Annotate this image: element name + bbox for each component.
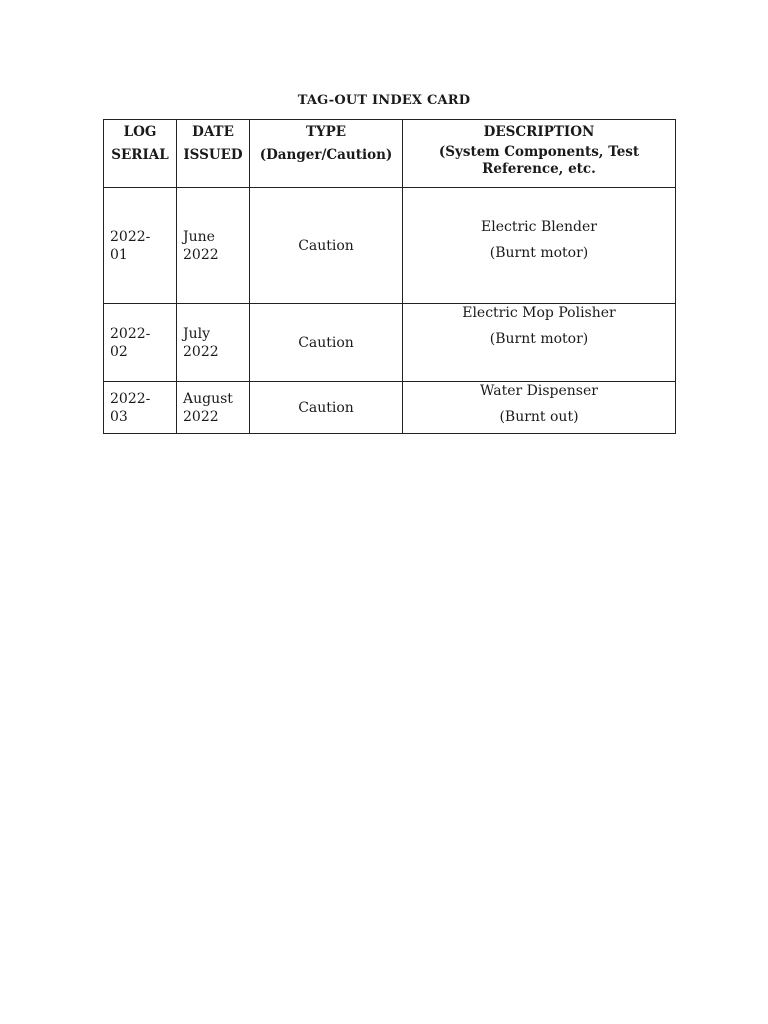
description-component: Electric Blender	[481, 218, 597, 235]
log-serial-line2: 01	[110, 246, 128, 263]
tag-out-table	[103, 119, 676, 434]
log-serial-line1: 2022-	[110, 325, 151, 342]
log-serial-line1: 2022-	[110, 228, 151, 245]
header-log-serial	[104, 120, 177, 188]
header-description	[403, 120, 676, 188]
cell-date-issued	[177, 188, 250, 304]
cell-log-serial	[104, 304, 177, 382]
table-header-row	[104, 120, 676, 188]
cell-date-issued	[177, 382, 250, 434]
header-date-issued-line1: DATE	[192, 124, 234, 140]
cell-type: Caution	[250, 382, 403, 434]
header-date-issued-line2: ISSUED	[183, 147, 243, 163]
header-log-serial-line2: SERIAL	[111, 147, 169, 163]
date-issued-line2: 2022	[183, 246, 219, 263]
description-note: (Burnt out)	[499, 409, 579, 425]
cell-description	[403, 382, 676, 434]
table-row	[104, 382, 676, 434]
table-row	[104, 304, 676, 382]
date-issued-line1: August	[183, 390, 233, 407]
cell-description	[403, 304, 676, 382]
description-note: (Burnt motor)	[489, 244, 589, 261]
cell-description	[403, 188, 676, 304]
date-issued-line1: July	[183, 325, 211, 342]
header-log-serial-line1: LOG	[123, 124, 157, 140]
cell-type: Caution	[250, 188, 403, 304]
header-type-line2: (Danger/Caution)	[259, 147, 393, 163]
cell-log-serial	[104, 382, 177, 434]
header-date-issued	[177, 120, 250, 188]
card-title: TAG-OUT INDEX CARD	[297, 93, 471, 108]
header-description-line1: DESCRIPTION	[483, 124, 595, 140]
cell-log-serial	[104, 188, 177, 304]
table-row	[104, 188, 676, 304]
log-serial-line2: 03	[110, 408, 128, 425]
header-type-line1: TYPE	[305, 124, 347, 140]
cell-type: Caution	[250, 304, 403, 382]
description-note: (Burnt motor)	[489, 331, 589, 347]
description-component: Electric Mop Polisher	[462, 305, 616, 321]
log-serial-line2: 02	[110, 343, 128, 360]
log-serial-line1: 2022-	[110, 390, 151, 407]
date-issued-line1: June	[183, 228, 215, 245]
date-issued-line2: 2022	[183, 343, 219, 360]
date-issued-line2: 2022	[183, 408, 219, 425]
description-component: Water Dispenser	[480, 383, 598, 399]
header-description-line2: (System Components, Test Reference, etc.	[438, 144, 640, 177]
cell-date-issued	[177, 304, 250, 382]
header-type	[250, 120, 403, 188]
